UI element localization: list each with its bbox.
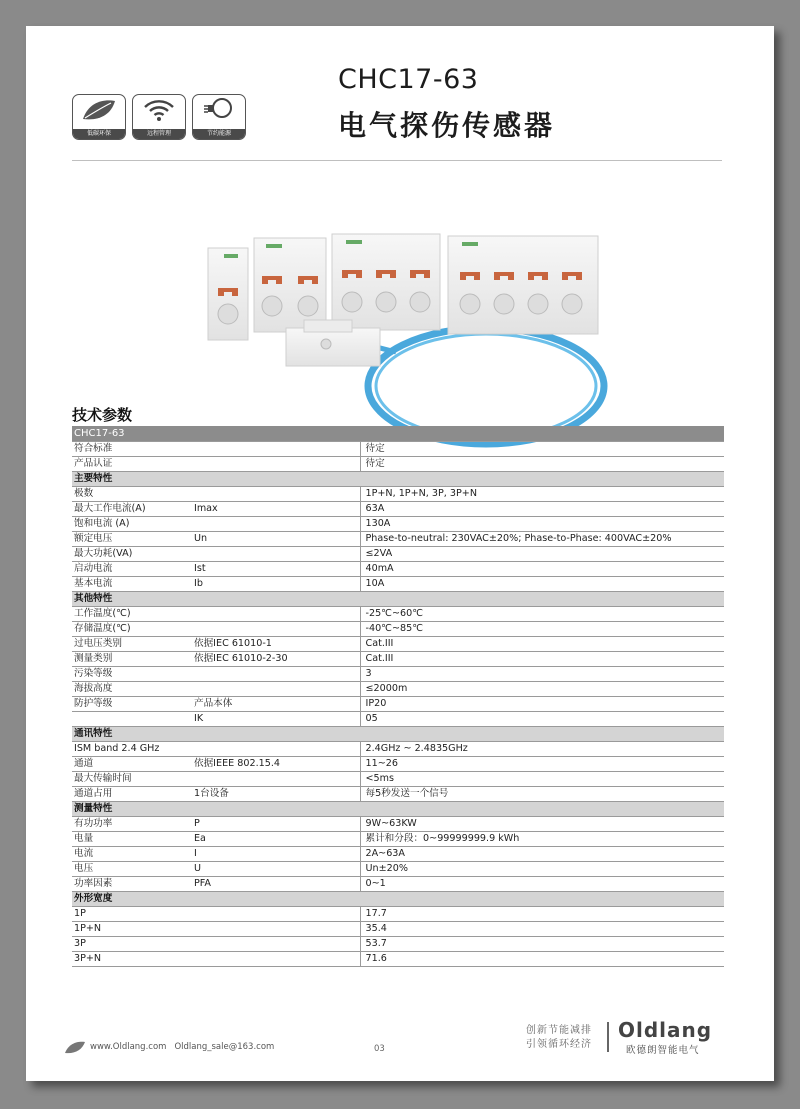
param-value: Cat.III <box>360 637 724 652</box>
module-3p-n <box>448 236 598 334</box>
param-symbol: 产品本体 <box>192 697 360 712</box>
param-value: 1P+N, 1P+N, 3P, 3P+N <box>360 487 724 502</box>
section-title-specs: 技术参数 <box>72 406 133 424</box>
module-1p-n <box>254 238 326 332</box>
leaf-icon <box>79 97 119 123</box>
param-value: 35.4 <box>360 922 724 937</box>
param-value: ≤2VA <box>360 547 724 562</box>
param-symbol: Ib <box>192 577 360 592</box>
lightbulb-icon <box>199 96 239 124</box>
table-row <box>72 862 724 877</box>
param-value: <5ms <box>360 772 724 787</box>
table-row <box>72 652 724 667</box>
table-row <box>72 532 724 547</box>
param-name: 电压 <box>72 862 192 877</box>
param-name: 启动电流 <box>72 562 192 577</box>
badge-energy-saving <box>192 94 246 140</box>
param-name: 3P+N <box>72 952 192 967</box>
table-row <box>72 817 724 832</box>
table-row <box>72 847 724 862</box>
param-name: 符合标准 <box>72 442 192 457</box>
table-row <box>72 937 724 952</box>
footer-divider <box>607 1022 609 1052</box>
param-symbol <box>192 487 360 502</box>
table-group-row <box>72 892 724 907</box>
param-name: 测量类别 <box>72 652 192 667</box>
table-row <box>72 877 724 892</box>
product-model-title: CHC17-63 <box>338 64 479 95</box>
module-1p <box>208 248 248 340</box>
badge-remote-management <box>132 94 186 140</box>
table-group-row <box>72 802 724 817</box>
badge-label: 远程管理 <box>133 129 185 139</box>
datasheet-page <box>26 26 774 1081</box>
table-row <box>72 667 724 682</box>
param-symbol <box>192 772 360 787</box>
param-name: 防护等级 <box>72 697 192 712</box>
param-symbol: 依据IEC 61010-1 <box>192 637 360 652</box>
table-model-row <box>72 426 724 442</box>
param-name: 1P <box>72 907 192 922</box>
param-value: 11~26 <box>360 757 724 772</box>
table-row <box>72 682 724 697</box>
table-row <box>72 487 724 502</box>
spec-table <box>72 426 724 967</box>
param-name: 存储温度(℃) <box>72 622 192 637</box>
param-symbol <box>192 937 360 952</box>
footer-email[interactable]: Oldlang_sale@163.com <box>174 1042 275 1052</box>
feature-badges <box>72 94 246 140</box>
footer-website[interactable]: www.Oldlang.com <box>90 1042 167 1052</box>
param-name: 电量 <box>72 832 192 847</box>
table-row <box>72 547 724 562</box>
param-name: 通道 <box>72 757 192 772</box>
param-symbol: IK <box>192 712 360 727</box>
param-name <box>72 712 192 727</box>
table-row <box>72 457 724 472</box>
param-symbol: Ea <box>192 832 360 847</box>
param-value: 待定 <box>360 457 724 472</box>
param-name: 工作温度(℃) <box>72 607 192 622</box>
table-row <box>72 907 724 922</box>
table-row <box>72 517 724 532</box>
param-name: 1P+N <box>72 922 192 937</box>
param-symbol <box>192 952 360 967</box>
table-model-cell: CHC17-63 <box>72 426 724 442</box>
param-value: 待定 <box>360 442 724 457</box>
param-symbol: I <box>192 847 360 862</box>
table-group-label: 其他特性 <box>72 592 724 607</box>
param-symbol <box>192 922 360 937</box>
param-value: Un±20% <box>360 862 724 877</box>
table-row <box>72 712 724 727</box>
param-value: 05 <box>360 712 724 727</box>
param-name: 通道占用 <box>72 787 192 802</box>
page-number: 03 <box>374 1044 385 1054</box>
table-row <box>72 607 724 622</box>
table-row <box>72 772 724 787</box>
param-name: 污染等级 <box>72 667 192 682</box>
param-symbol <box>192 667 360 682</box>
param-name: 最大传输时间 <box>72 772 192 787</box>
wifi-icon <box>141 97 177 123</box>
param-name: 额定电压 <box>72 532 192 547</box>
param-value: 0~1 <box>360 877 724 892</box>
table-row <box>72 787 724 802</box>
param-value: 53.7 <box>360 937 724 952</box>
param-name: 海拔高度 <box>72 682 192 697</box>
table-row <box>72 577 724 592</box>
param-name: 基本电流 <box>72 577 192 592</box>
param-value: -40℃~85℃ <box>360 622 724 637</box>
slogan-line-1: 创新节能减排 <box>526 1025 592 1036</box>
param-name: 最大工作电流(A) <box>72 502 192 517</box>
param-value: 63A <box>360 502 724 517</box>
param-value: 3 <box>360 667 724 682</box>
header-divider <box>72 160 722 161</box>
table-group-label: 主要特性 <box>72 472 724 487</box>
table-row <box>72 502 724 517</box>
param-value: Phase-to-neutral: 230VAC±20%; Phase-to-Phase: 400VAC±20% <box>360 532 724 547</box>
brand-logo-text: Oldlang <box>618 1018 713 1042</box>
param-name: 产品认证 <box>72 457 192 472</box>
slogan-line-2: 引领循环经济 <box>526 1039 592 1050</box>
table-row <box>72 562 724 577</box>
leaf-icon <box>64 1040 86 1054</box>
param-value: 71.6 <box>360 952 724 967</box>
footer-slogan <box>526 1024 592 1052</box>
table-group-label: 测量特性 <box>72 802 724 817</box>
param-symbol: Un <box>192 532 360 547</box>
param-name: 极数 <box>72 487 192 502</box>
param-value: 2A~63A <box>360 847 724 862</box>
table-group-label: 外形宽度 <box>72 892 724 907</box>
param-symbol: PFA <box>192 877 360 892</box>
param-name: ISM band 2.4 GHz <box>72 742 192 757</box>
table-row <box>72 742 724 757</box>
table-row <box>72 637 724 652</box>
brand-logo <box>616 1018 726 1042</box>
param-value: 40mA <box>360 562 724 577</box>
param-symbol <box>192 907 360 922</box>
table-row <box>72 952 724 967</box>
param-symbol <box>192 442 360 457</box>
param-value: 10A <box>360 577 724 592</box>
param-name: 过电压类别 <box>72 637 192 652</box>
table-group-label: 通讯特性 <box>72 727 724 742</box>
param-value: Cat.III <box>360 652 724 667</box>
table-group-row <box>72 592 724 607</box>
param-symbol <box>192 742 360 757</box>
param-value: -25℃~60℃ <box>360 607 724 622</box>
table-row <box>72 757 724 772</box>
param-symbol: 1台设备 <box>192 787 360 802</box>
param-symbol: U <box>192 862 360 877</box>
param-value: 9W~63KW <box>360 817 724 832</box>
table-group-row <box>72 472 724 487</box>
param-symbol <box>192 682 360 697</box>
param-symbol: Ist <box>192 562 360 577</box>
param-symbol <box>192 517 360 532</box>
product-name-title: 电气探伤传感器 <box>338 109 556 142</box>
param-symbol <box>192 607 360 622</box>
param-value: 2.4GHz ~ 2.4835GHz <box>360 742 724 757</box>
param-value: 17.7 <box>360 907 724 922</box>
param-name: 有功功率 <box>72 817 192 832</box>
param-symbol <box>192 457 360 472</box>
badge-low-carbon <box>72 94 126 140</box>
param-value: ≤2000m <box>360 682 724 697</box>
table-row <box>72 442 724 457</box>
param-value: 130A <box>360 517 724 532</box>
param-value: IP20 <box>360 697 724 712</box>
footer-contact <box>64 1040 282 1054</box>
param-symbol <box>192 622 360 637</box>
param-symbol: Imax <box>192 502 360 517</box>
param-value: 累计和分段：0~99999999.9 kWh <box>360 832 724 847</box>
table-row <box>72 922 724 937</box>
param-value: 每5秒发送一个信号 <box>360 787 724 802</box>
param-name: 最大功耗(VA) <box>72 547 192 562</box>
brand-name-cn: 欧德朗智能电气 <box>626 1045 700 1056</box>
table-row <box>72 697 724 712</box>
table-row <box>72 622 724 637</box>
module-3p <box>332 234 440 330</box>
param-symbol: P <box>192 817 360 832</box>
param-symbol: 依据IEC 61010-2-30 <box>192 652 360 667</box>
badge-label: 节约能源 <box>193 129 245 139</box>
table-row <box>72 832 724 847</box>
param-name: 3P <box>72 937 192 952</box>
param-symbol: 依据IEEE 802.15.4 <box>192 757 360 772</box>
param-name: 饱和电流 (A) <box>72 517 192 532</box>
param-name: 电流 <box>72 847 192 862</box>
param-name: 功率因素 <box>72 877 192 892</box>
param-symbol <box>192 547 360 562</box>
badge-label: 低碳环保 <box>73 129 125 139</box>
table-group-row <box>72 727 724 742</box>
